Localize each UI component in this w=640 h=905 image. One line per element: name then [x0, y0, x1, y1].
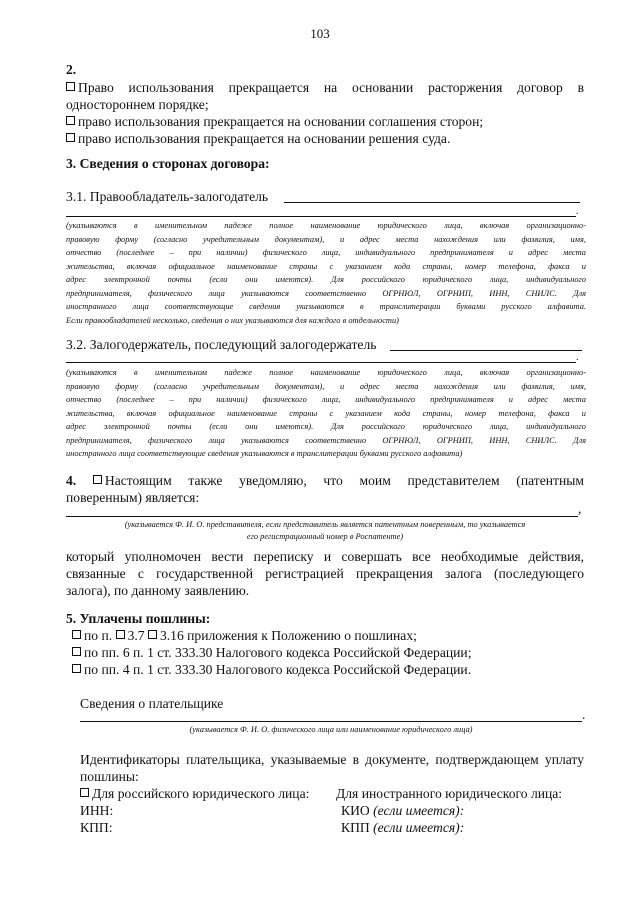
section-2-option-2: право использования прекращается на основании соглашения сторон; [66, 113, 483, 130]
foreign-entity-label: Для иностранного юридического лица: [336, 786, 563, 801]
holder-field-line-2[interactable] [66, 216, 576, 217]
representative-field-comma: , [578, 501, 582, 516]
inn-label: ИНН: [80, 803, 114, 818]
payer-ids-line-2: пошлины: [80, 769, 139, 784]
section-4-body-1: который уполномочен вести переписку и совершать все необходимые действия, [66, 549, 584, 564]
holder-field-line[interactable] [284, 202, 580, 203]
section-4-line-2: поверенным) является: [66, 490, 200, 505]
checkbox[interactable] [72, 647, 81, 656]
representative-note-1: (указывается Ф. И. О. представителя, если представитель является патентным поверенным, то указывается [124, 520, 526, 529]
kpp-label: КПП: [80, 820, 113, 835]
section-2-option-1-cont: одностороннем порядке; [66, 97, 209, 112]
foreign-kpp-label: КПП (если имеется): [341, 820, 465, 835]
pledgee-note: (указываются в именительном падеже полное наименование юридического лица, включая организационно- правовую форму (согласно учредительным документам), и адрес места нахождения или фамилия, имя, отчество (последнее – при наличии) физического лица, индивидуального предпринимателя и адрес места жительства, включая официальное наименование страны с указанием кода страны, номер телефона, факса и адрес электронной почты (если они имеются). Для российского юридического лица, индивидуального предпринимателя, физического лица указываются соответственно ОГРНЮЛ, ОГРНИП, ИНН, СНИЛС. Для иностранного лица соответствующие сведения указываются в транслитерации буквами русского алфавита) [66, 368, 586, 458]
representative-field-line[interactable] [66, 516, 578, 517]
representative-note-2: его регистрационный номер в Роспатенте) [246, 532, 404, 541]
kio-label: КИО (если имеется): [341, 803, 465, 818]
payer-title: Сведения о плательщике [80, 696, 224, 711]
checkbox[interactable] [148, 630, 157, 639]
checkbox[interactable] [66, 82, 75, 91]
fee-option-3: по пп. 4 п. 1 ст. 333.30 Налогового кодекса Российской Федерации. [72, 661, 471, 678]
pledgee-field-line[interactable] [390, 350, 582, 351]
payer-note: (указывается Ф. И. О. физического лица или наименование юридического лица) [189, 725, 473, 734]
section-2-number: 2. [66, 62, 77, 77]
fee-option-1: по п. 3.7 3.16 приложения к Положению о пошлинах; [72, 627, 417, 644]
holder-note: (указываются в именительном падеже полное наименование юридического лица, включая организационно- правовую форму (согласно учредительным документам), и адрес места нахождения или фамилия, имя, отчество (последнее – при наличии) физического лица, индивидуального предпринимателя и адрес места жительства, включая официальное наименование страны с указанием кода страны, номер телефона, факса и адрес электронной почты (если они имеются). Для российского юридического лица, индивидуального предпринимателя, физического лица указываются соответственно ОГРНЮЛ, ОГРНИП, ИНН, СНИЛС. Для иностранного лица соответствующие сведения указываются в транслитерации буквами русского алфавита. Если правообладателей несколько, сведения о них указываются для каждого в отдельности) [66, 221, 586, 325]
holder-label: 3.1. Правообладатель-залогодатель [66, 189, 269, 204]
section-4-body-3: залога), по данному заявлению. [66, 583, 250, 598]
russian-entity-label: Для российского юридического лица: [80, 785, 309, 802]
checkbox[interactable] [66, 133, 75, 142]
section-3-title: 3. Сведения о сторонах договора: [66, 156, 270, 171]
checkbox[interactable] [116, 630, 125, 639]
checkbox[interactable] [72, 664, 81, 673]
section-2-option-1: Право использования прекращается на основании расторжения договор в [66, 79, 584, 96]
checkbox[interactable] [66, 116, 75, 125]
checkbox[interactable] [80, 788, 89, 797]
holder-field-dot: . [576, 206, 579, 217]
section-4-body-2: связанные с государственной регистрацией прекращения залога (последующего [66, 566, 584, 581]
section-5-title: 5. Уплачены пошлины: [66, 611, 211, 626]
payer-ids-line-1: Идентификаторы плательщика, указываемые в документе, подтверждающем уплату [80, 752, 584, 767]
pledgee-field-dot: . [576, 352, 579, 363]
pledgee-label: 3.2. Залогодержатель, последующий залогодержатель [66, 337, 377, 352]
fee-option-2: по пп. 6 п. 1 ст. 333.30 Налогового кодекса Российской Федерации; [72, 644, 471, 661]
section-2-option-3: право использования прекращается на основании решения суда. [66, 130, 450, 147]
pledgee-field-line-2[interactable] [66, 362, 576, 363]
payer-field-dot: . [582, 707, 586, 722]
payer-field-line[interactable] [80, 721, 582, 722]
section-4-line-1: 4. Настоящим также уведомляю, что моим представителем (патентным [66, 473, 584, 488]
page-number: 103 [310, 26, 330, 41]
checkbox[interactable] [93, 475, 102, 484]
checkbox[interactable] [72, 630, 81, 639]
